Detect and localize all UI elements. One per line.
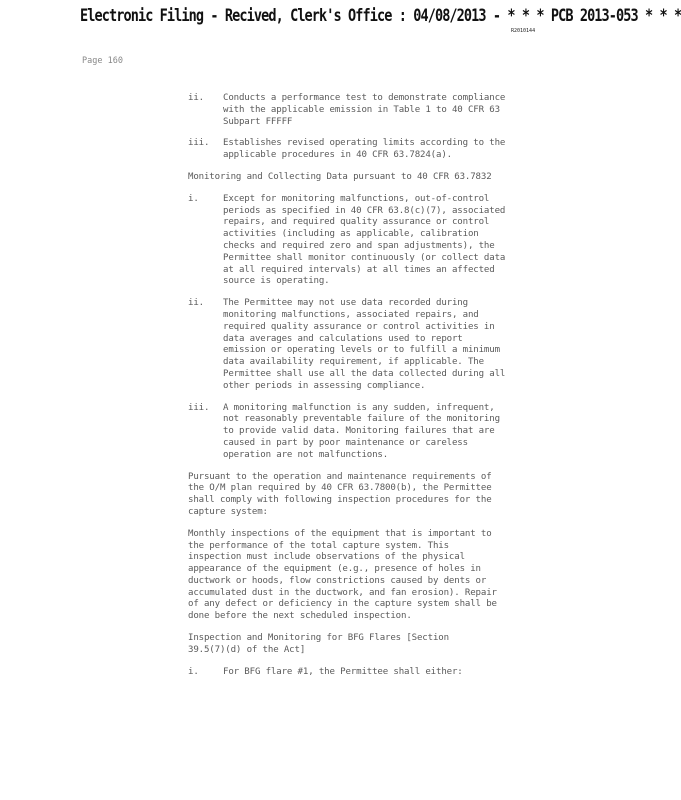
list-item [188, 138, 540, 162]
filing-header: Electronic Filing - Recived, Clerk's Office : 04/08/2013 - * * * PCB 2013-053 * * * [80, 6, 681, 25]
document-stamp: R2010144 [511, 28, 536, 34]
item-label: ii. [188, 93, 204, 103]
list-item [188, 298, 540, 392]
item-text: Establishes revised operating limits according to the applicable procedures in 40 CFR 63.7824(a). [223, 138, 506, 161]
item-text: The Permittee may not use data recorded during monitoring malfunctions, associated repairs, and required quality assurance or control activities in data averages and calculations used to report emission or operating levels or to fulfill a minimum data availability requirement, if applicable. The Permittee shall use all the data collected during all other periods in assessing compliance. [223, 298, 506, 391]
item-text: Conducts a performance test to demonstrate compliance with the applicable emission in Table 1 to 40 CFR 63 Subpart FFFFF [223, 93, 506, 127]
item-text: For BFG flare #1, the Permittee shall either: [223, 666, 463, 677]
list-item [188, 194, 540, 288]
paragraph: Monthly inspections of the equipment that is important to the performance of the total capture system. This inspection must include observations of the physical appearance of the equipment (e.g., presence of holes in ductwork or hoods, flow constrictions caused by dents or accumulated dust in the ductwork, and fan erosion). Repair of any defect or deficiency in the capture system shall be done before the next scheduled inspection. [188, 528, 497, 622]
item-label: iii. [188, 138, 210, 149]
item-label: iii. [188, 402, 210, 413]
section-heading: Inspection and Monitoring for BFG Flares [Section 39.5(7)(d) of the Act] [188, 633, 449, 655]
list-item [188, 93, 540, 128]
item-label: ii. [188, 298, 204, 309]
section-heading: Monitoring and Collecting Data pursuant to 40 CFR 63.7832 [188, 171, 492, 182]
paragraph: Pursuant to the operation and maintenance requirements of the O/M plan required by 40 CFR 63.7800(b), the Permittee shall comply with following inspection procedures for the capture system: [188, 471, 492, 517]
item-text: A monitoring malfunction is any sudden, infrequent, not reasonably preventable failure of the monitoring to provide valid data. Monitoring failures that are caused in part by poor maintenance or careless operation are not malfunctions. [223, 402, 500, 460]
list-item [188, 403, 540, 462]
document-body [188, 93, 540, 678]
item-text: Except for monitoring malfunctions, out-of-control periods as specified in 40 CFR 63.8(c)(7), associated repairs, and required quality assurance or control activities (including as applicable, calibration checks and required zero and span adjustments), the Permittee shall monitor continuously (or collect data at all required intervals) at all times an affected source is operating. [223, 193, 506, 287]
list-item [188, 667, 540, 679]
item-label: i. [188, 666, 199, 677]
item-label: i. [188, 193, 199, 204]
page-number: Page 160 [82, 56, 123, 66]
